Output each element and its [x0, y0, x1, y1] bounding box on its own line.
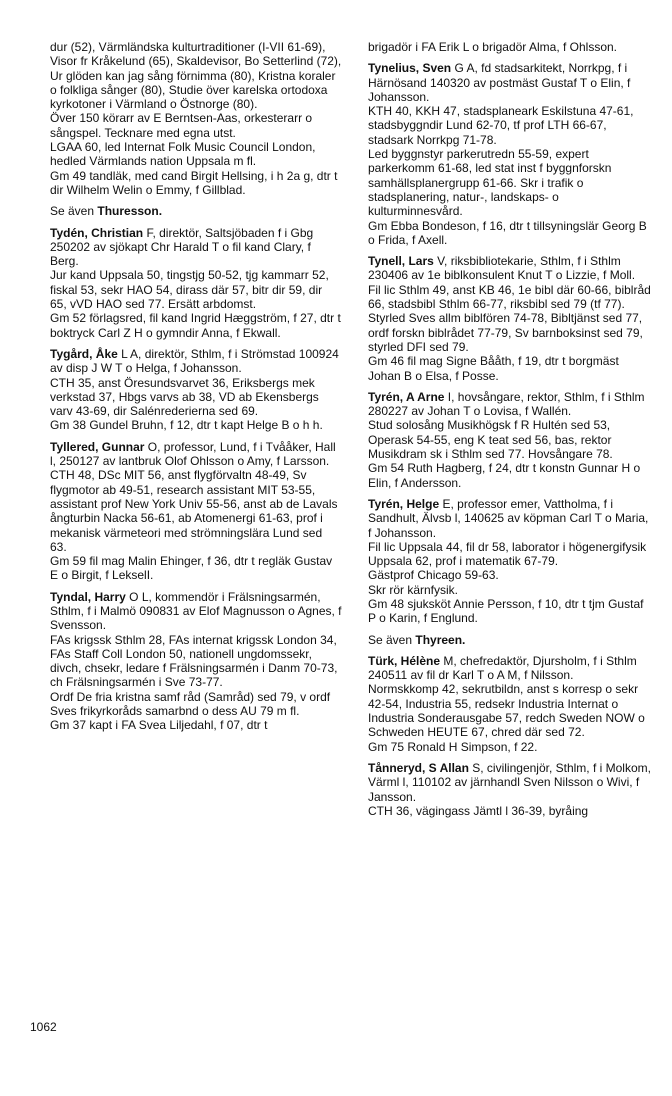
entry-lead: V, riksbibliotekarie, Sthlm, f i Sthlm 230406 av 1e biblkonsulent Knut T o Lizzie, f Moll. — [368, 254, 636, 283]
entry-lead: O L, kommendör i Frälsningsarmén, Sthlm, f i Malmö 090831 av Elof Magnusson o Agnes, f Svensson. — [50, 589, 342, 633]
entry-name: Tyndal, Harry — [50, 589, 126, 604]
entry-tyren-helge — [368, 497, 652, 626]
entry-text: Led byggnstyr parkerutredn 55-59, expert parkerkomm 61-68, led stat inst f byggnforskn samhällsplanergrupp 61-66. Skr i trafik o stadsplanering, natur-, landskaps- o kulturminnesvård. — [368, 147, 612, 219]
entry-text: Över 150 körarr av E Berntsen-Aas, orkesterarr o sångspel. Tecknare med egna utst. — [50, 111, 313, 140]
entry-text: Gm 38 Gundel Bruhn, f 12, dtr t kapt Helge B o h h. — [50, 418, 323, 433]
entry-name: Tånneryd, S Allan — [368, 760, 469, 775]
entry-lead: E, professor emer, Vattholma, f i Sandhult, Älvsb l, 140625 av köpman Carl T o Maria, f Johansson. — [368, 496, 649, 540]
left-column — [50, 40, 342, 740]
entry-lead: L A, direktör, Sthlm, f i Strömstad 100924 av disp J W T o Helga, f Johansson. — [50, 346, 339, 376]
entry-text: Styrled Sves allm biblfören 74-78, Bibltjänst sed 77, ordf forskn biblrådet 77-79, Sv barnboksinst sed 79, styrled DFI sed 79. — [368, 311, 643, 354]
page-number: 1062 — [30, 1020, 57, 1034]
entry-turk — [368, 654, 652, 754]
entry-text: CTH 35, anst Öresundsvarvet 36, Eriksbergs mek verkstad 37, Hbgs varvs ab 38, VD ab Ekensbergs varv 43-69, dir Salénrederierna sed 69. — [50, 375, 319, 419]
see-also — [368, 633, 652, 647]
entry-text: LGAA 60, led Internat Folk Music Council London, hedled Värmlands nation Uppsala m fl. — [50, 140, 316, 169]
entry-text: Gm 54 Ruth Hagberg, f 24, dtr t konstn Gunnar H o Elin, f Andersson. — [368, 461, 641, 490]
entry-text: Fil lic Uppsala 44, fil dr 58, laborator i högenergifysik Uppsala 62, prof i matematik 67-79. — [368, 539, 647, 569]
entry-lead: S, civilingenjör, Sthlm, f i Molkom, Värml l, 110102 av järnhandl Sven Nilsson o Wivi, f Jansson. — [368, 760, 651, 804]
entry-text: CTH 48, DSc MIT 56, anst flygförvaltn 48-49, Sv flygmotor ab 49-51, research assistant MIT 53-55, assistant prof New York Univ 55-56, anst ab de Lavals ångturbin Nacka 56-61, ab Atomenergi 61-63, prof i mekanisk värmeteori med strömningslära Lund sed 63. — [50, 468, 338, 554]
entry-tyden — [50, 226, 342, 340]
entry-text: Gm 46 fil mag Signe Bååth, f 19, dtr t borgmäst Johan B o Elsa, f Posse. — [368, 354, 619, 383]
entry-lead: F, direktör, Saltsjöbaden f i Gbg 250202 av sjökapt Chr Harald T o fil kand Clary, f Berg. — [50, 225, 314, 269]
entry-text: Normskkomp 42, sekrutbildn, anst s korresp o sekr 42-54, Industria 55, redsekr Industria Internat o Industria Sonderausgabe 57, redch Sweden NOW o Schweden HEUTE 67, chred där sed 72. — [368, 682, 645, 740]
entry-text: Gm 52 förlagsred, fil kand Ingrid Hæggström, f 27, dtr t boktryck Carl Z H o gymndir Anna, f Ekwall. — [50, 311, 341, 340]
entry-name: Türk, Hélène — [368, 653, 441, 668]
entry-text: Skr rör kärnfysik. — [368, 582, 459, 597]
entry-text: KTH 40, KKH 47, stadsplaneark Eskilstuna 47-61, stadsbyggndir Lund 62-70, tf prof LTH 66-67, stadsark Norrkpg 71-78. — [368, 104, 634, 147]
entry-lead: G A, fd stadsarkitekt, Norrkpg, f i Härnösand 140320 av postmäst Gustaf T o Elin, f Johansson. — [368, 61, 631, 104]
entry-text: Gm 75 Ronald H Simpson, f 22. — [368, 739, 538, 754]
entry-tynelius — [368, 61, 652, 247]
entry-name: Tyrén, Helge — [368, 496, 440, 511]
entry-name: Tynelius, Sven — [368, 61, 452, 76]
entry-text: Ordf De fria kristna samf råd (Samråd) sed 79, v ordf Sves frikyrkoråds samarbnd o dess AU 79 m fl. — [50, 689, 331, 719]
see-also-prefix: Se även — [50, 204, 98, 219]
entry-text: Stud solosång Musikhögsk f R Hultén sed 53, Operask 54-55, eng K teat sed 56, bas, rektor Musikdram sk i Sthlm sed 77. Hovsångare 78. — [368, 418, 613, 462]
see-also-prefix: Se även — [368, 632, 416, 647]
entry-lead: I, hovsångare, rektor, Sthlm, f i Sthlm 280227 av Johan T o Lovisa, f Wallén. — [368, 389, 645, 419]
entry-tyllered — [50, 440, 342, 583]
entry-lead: M, chefredaktör, Djursholm, f i Sthlm 240511 av fil dr Karl T o A M, f Nilsson. — [368, 653, 637, 683]
entry-tygard — [50, 347, 342, 433]
entry-name: Tynell, Lars — [368, 254, 434, 269]
entry-name: Tydén, Christian — [50, 225, 144, 240]
entry-continuation — [50, 40, 342, 197]
entry-text: Jur kand Uppsala 50, tingstjg 50-52, tjg kammarr 52, fiskal 53, sekr HAO 54, dirass där 57, bitr dir 59, dir 65, vVD HAO sed 77. Ersätt arbdomst. — [50, 268, 329, 312]
entry-text: Gm 49 tandläk, med cand Birgit Hellsing, i h 2a g, dtr t dir Wilhelm Welin o Emmy, f Gillblad. — [50, 168, 338, 197]
entry-text: Gm 37 kapt i FA Svea Liljedahl, f 07, dtr t — [50, 718, 268, 733]
entry-lead: O, professor, Lund, f i Tvååker, Hall l, 250127 av lantbruk Olof Ohlsson o Amy, f Larsson. — [50, 439, 336, 469]
entry-text: Gästprof Chicago 59-63. — [368, 568, 499, 583]
entry-tynell — [368, 254, 652, 383]
entry-text: CTH 36, vägingass Jämtl l 36-39, byråing — [368, 803, 589, 818]
entry-name: Tyllered, Gunnar — [50, 439, 145, 454]
entry-text: Gm 48 sjuksköt Annie Persson, f 10, dtr t tjm Gustaf P o Karin, f Englund. — [368, 596, 644, 626]
entry-name: Tyrén, A Arne — [368, 389, 445, 404]
entry-text: Gm Ebba Bondeson, f 16, dtr t tillsyningslär Georg B o Frida, f Axell. — [368, 218, 647, 247]
see-also-name: Thyreen. — [415, 632, 466, 647]
entry-text: dur (52), Värmländska kulturtraditioner (I-VII 61-69), Visor fr Kråkelund (65), Skaldevisor, Bo Setterlind (72), Ur glöden kan jag sång förnimma (80), Kristna koraler o folkliga sånger (80), Studie över karelska ortodoxa kyrkotoner i Värmland o Östnorge (80). — [50, 40, 342, 112]
see-also-name: Thuresson. — [97, 204, 163, 219]
entry-tyndal — [50, 590, 342, 733]
entry-continuation — [368, 40, 652, 54]
entry-tanneryd — [368, 761, 652, 818]
entry-text: Gm 59 fil mag Malin Ehinger, f 36, dtr t regläk Gustav E o Birgit, f LekselI. — [50, 554, 333, 583]
entry-text: brigadör i FA Erik L o brigadör Alma, f Ohlsson. — [368, 40, 618, 54]
see-also — [50, 204, 342, 218]
entry-name: Tygård, Åke — [50, 346, 118, 361]
right-column — [368, 40, 652, 825]
entry-tyren-arne — [368, 390, 652, 490]
entry-text: FAs krigssk Sthlm 28, FAs internat krigssk London 34, FAs Staff Coll London 50, nationell ungdomssekr, divch, chsekr, ledare f Frälsningsarmén i Danm 70-73, ch Frälsningsarmén i Sve 73-77. — [50, 632, 338, 690]
entry-text: Fil lic Sthlm 49, anst KB 46, 1e bibl där 60-66, biblråd 66, stadsbibl Sthlm 66-77, riksbibl sed 79 (tf 77). — [368, 282, 651, 312]
